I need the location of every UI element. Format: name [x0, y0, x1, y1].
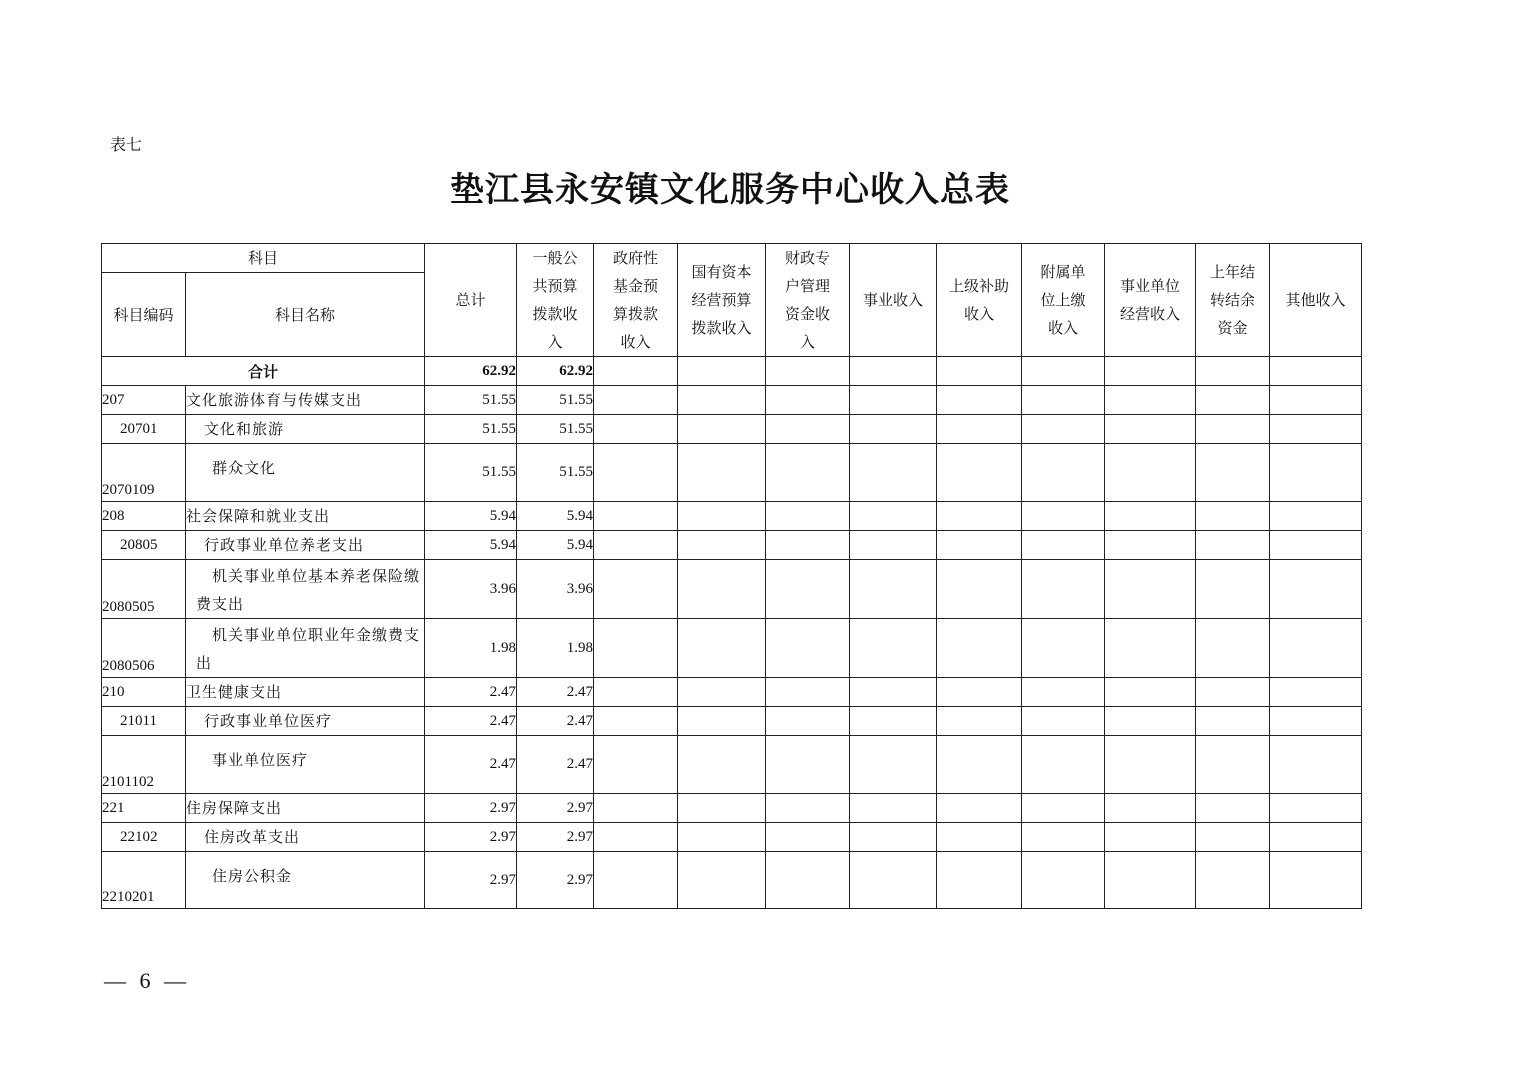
- row-total: 51.55: [425, 386, 517, 415]
- table-row: [102, 502, 1362, 531]
- row-total: 1.98: [425, 619, 517, 678]
- table-row: [102, 794, 1362, 823]
- total-sum: 62.92: [425, 357, 517, 386]
- row-total: 51.55: [425, 444, 517, 502]
- row-total: 5.94: [425, 502, 517, 531]
- page-title: 垫江县永安镇文化服务中心收入总表: [450, 170, 1010, 210]
- income-summary-table: [101, 243, 1362, 909]
- row-code: 20701: [102, 415, 186, 444]
- row-name: 住房公积金: [186, 852, 425, 909]
- row-total: 2.47: [425, 678, 517, 707]
- total-general: 62.92: [517, 357, 594, 386]
- row-code: 22102: [102, 823, 186, 852]
- row-name: 文化和旅游: [186, 415, 425, 444]
- row-name: 群众文化: [186, 444, 425, 502]
- row-general: 3.96: [517, 560, 594, 619]
- row-name: 文化旅游体育与传媒支出: [186, 386, 425, 415]
- header-state-capital: 国有资本 经营预算 拨款收入: [678, 244, 766, 357]
- total-row: [102, 357, 1362, 386]
- header-general-budget: 一般公 共预算 拨款收 入: [517, 244, 594, 357]
- header-subject: 科目: [102, 244, 425, 273]
- header-other-income: 其他收入: [1270, 244, 1362, 357]
- row-code: 2080506: [102, 619, 186, 678]
- header-code: 科目编码: [102, 273, 186, 357]
- row-general: 51.55: [517, 444, 594, 502]
- header-special-account: 财政专 户管理 资金收 入: [766, 244, 850, 357]
- row-general: 51.55: [517, 415, 594, 444]
- row-general: 5.94: [517, 531, 594, 560]
- row-name: 住房改革支出: [186, 823, 425, 852]
- row-total: 5.94: [425, 531, 517, 560]
- header-name: 科目名称: [186, 273, 425, 357]
- row-code: 208: [102, 502, 186, 531]
- row-code: 221: [102, 794, 186, 823]
- row-code: 2210201: [102, 852, 186, 909]
- table-row: [102, 531, 1362, 560]
- total-label: 合计: [102, 357, 425, 386]
- header-operating-income: 事业单位 经营收入: [1105, 244, 1196, 357]
- row-code: 20805: [102, 531, 186, 560]
- table-label: 表七: [110, 135, 143, 154]
- row-general: 2.47: [517, 736, 594, 794]
- table-row: [102, 852, 1362, 909]
- row-code: 207: [102, 386, 186, 415]
- row-general: 2.47: [517, 678, 594, 707]
- row-general: 51.55: [517, 386, 594, 415]
- table-row: [102, 560, 1362, 619]
- row-name: 卫生健康支出: [186, 678, 425, 707]
- table-row: [102, 444, 1362, 502]
- row-total: 51.55: [425, 415, 517, 444]
- row-general: 2.97: [517, 823, 594, 852]
- row-total: 2.47: [425, 707, 517, 736]
- row-total: 2.97: [425, 823, 517, 852]
- table-row: [102, 386, 1362, 415]
- page-number: — 6 —: [104, 968, 190, 993]
- table-row: [102, 823, 1362, 852]
- row-total: 2.47: [425, 736, 517, 794]
- header-business-income: 事业收入: [850, 244, 937, 357]
- header-superior-subsidy: 上级补助 收入: [937, 244, 1022, 357]
- row-code: 21011: [102, 707, 186, 736]
- row-general: 1.98: [517, 619, 594, 678]
- row-total: 3.96: [425, 560, 517, 619]
- row-name: 住房保障支出: [186, 794, 425, 823]
- row-general: 5.94: [517, 502, 594, 531]
- row-total: 2.97: [425, 794, 517, 823]
- row-name: 机关事业单位基本养老保险缴费支出: [186, 560, 425, 619]
- table-row: [102, 736, 1362, 794]
- row-code: 210: [102, 678, 186, 707]
- row-name: 事业单位医疗: [186, 736, 425, 794]
- row-name: 机关事业单位职业年金缴费支出: [186, 619, 425, 678]
- table-row: [102, 678, 1362, 707]
- header-total: 总计: [425, 244, 517, 357]
- header-gov-fund: 政府性 基金预 算拨款 收入: [594, 244, 678, 357]
- header-carryover: 上年结 转结余 资金: [1196, 244, 1270, 357]
- table-row: [102, 707, 1362, 736]
- row-name: 行政事业单位医疗: [186, 707, 425, 736]
- row-general: 2.47: [517, 707, 594, 736]
- row-general: 2.97: [517, 794, 594, 823]
- row-code: 2101102: [102, 736, 186, 794]
- header-affiliated-unit: 附属单 位上缴 收入: [1022, 244, 1105, 357]
- row-name: 行政事业单位养老支出: [186, 531, 425, 560]
- row-code: 2070109: [102, 444, 186, 502]
- table-row: [102, 415, 1362, 444]
- row-general: 2.97: [517, 852, 594, 909]
- row-total: 2.97: [425, 852, 517, 909]
- row-code: 2080505: [102, 560, 186, 619]
- row-name: 社会保障和就业支出: [186, 502, 425, 531]
- table-row: [102, 619, 1362, 678]
